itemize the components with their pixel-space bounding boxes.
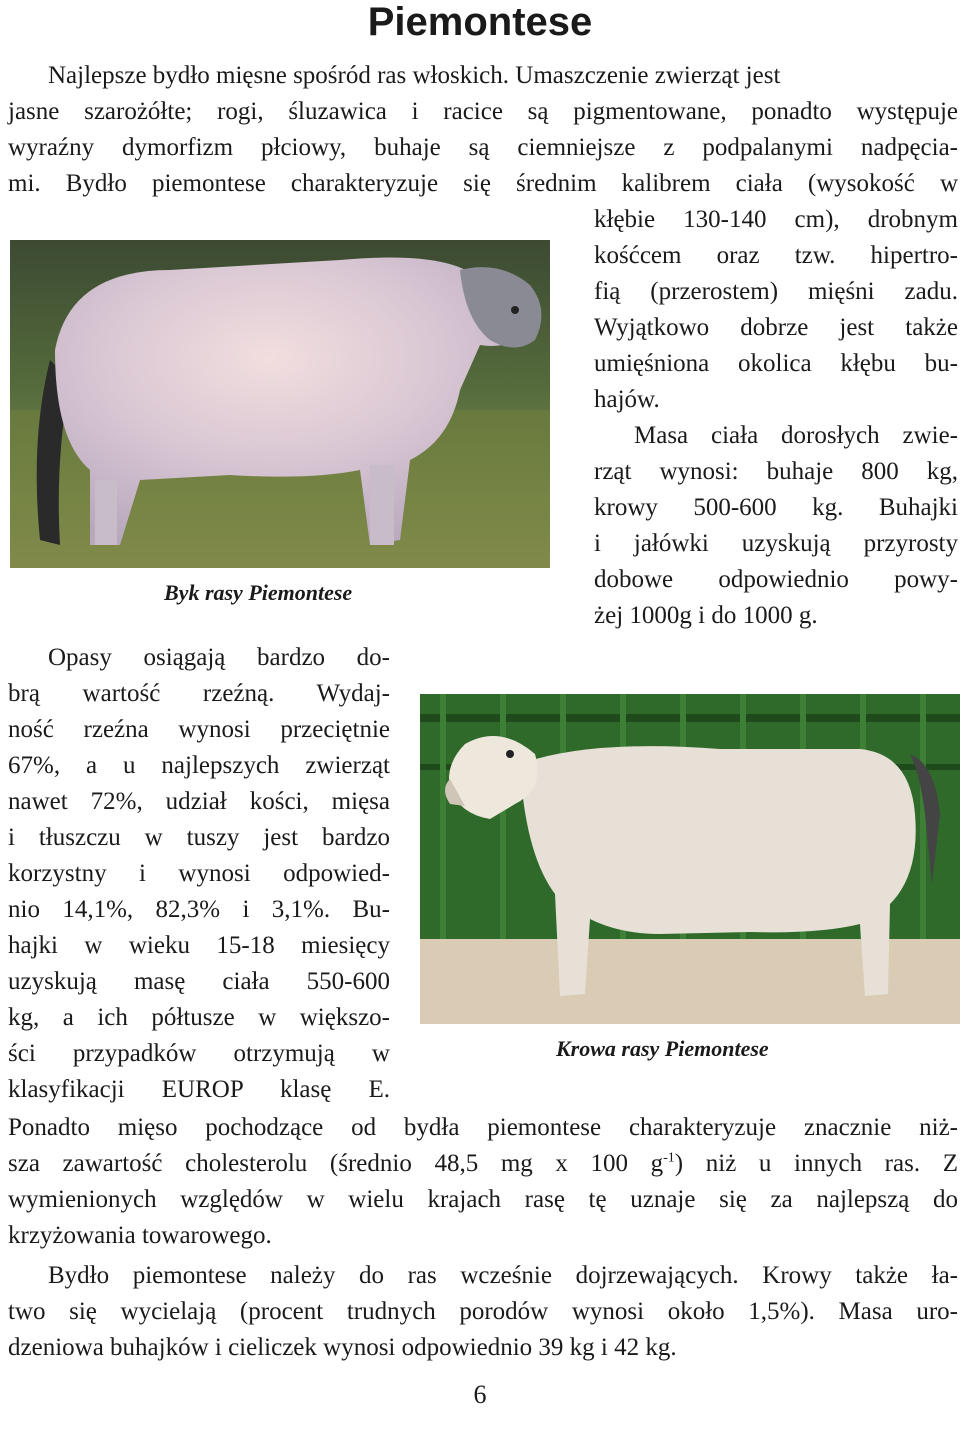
right-col-line: żej 1000g i do 1000 g.	[594, 602, 818, 629]
bottom-line	[8, 1146, 958, 1182]
intro-line: wyraźny dymorfizm płciowy, buhaje są ciemniejsze z podpalanymi nadpęcia-	[8, 134, 958, 161]
left-col-line: uzyskują masę ciała 550-600	[8, 968, 390, 995]
left-col-line: hajki w wieku 15-18 miesięcy	[8, 932, 390, 959]
right-col-line: rząt wynosi: buhaje 800 kg,	[594, 458, 958, 485]
left-col-line: klasyfikacji EUROP klasę E.	[8, 1076, 390, 1103]
bottom-line-part: ) niż u innych ras. Z	[674, 1150, 958, 1177]
intro-line: Najlepsze bydło mięsne spośród ras włoskich. Umaszczenie zwierząt jest	[48, 62, 781, 89]
right-col-line: kośćcem oraz tzw. hipertro-	[594, 242, 958, 269]
left-col-line: Opasy osiągają bardzo do-	[48, 644, 390, 671]
intro-line: mi. Bydło piemontese charakteryzuje się średnim kalibrem ciała (wysokość w	[8, 170, 958, 197]
left-col-line: 67%, a u najlepszych zwierząt	[8, 752, 390, 779]
page-title: Piemontese	[367, 0, 593, 44]
bottom-line: dzeniowa buhajków i cieliczek wynosi odpowiednio 39 kg i 42 kg.	[8, 1334, 677, 1361]
cow-caption: Krowa rasy Piemontese	[556, 1036, 769, 1061]
right-col-line: hajów.	[594, 386, 660, 413]
right-col-line: fią (przerostem) mięśni zadu.	[594, 278, 958, 305]
left-col-line: kg, a ich półtusze w większo-	[8, 1004, 390, 1031]
intro-line: jasne szarożółte; rogi, śluzawica i racice są pigmentowane, ponadto występuje	[8, 98, 958, 125]
cow-image	[420, 694, 960, 1024]
right-col-line: Masa ciała dorosłych zwie-	[634, 422, 958, 449]
bottom-line: Bydło piemontese należy do ras wcześnie dojrzewających. Krowy także ła-	[48, 1262, 958, 1289]
left-col-line: nio 14,1%, 82,3% i 3,1%. Bu-	[8, 896, 390, 923]
bull-image	[10, 240, 550, 568]
left-col-line: nawet 72%, udział kości, mięsa	[8, 788, 390, 815]
right-col-line: kłębie 130-140 cm), drobnym	[594, 206, 958, 233]
right-col-line: krowy 500-600 kg. Buhajki	[594, 494, 958, 521]
left-col-line: i tłuszczu w tuszy jest bardzo	[8, 824, 390, 851]
right-col-line: umięśniona okolica kłębu bu-	[594, 350, 958, 377]
left-col-line: korzystny i wynosi odpowied-	[8, 860, 390, 887]
bottom-line: wymienionych względów w wielu krajach rasę tę uznaje się za najlepszą do	[8, 1186, 958, 1213]
right-col-line: dobowe odpowiednio powy-	[594, 566, 958, 593]
bottom-line: krzyżowania towarowego.	[8, 1222, 272, 1249]
left-col-line: ści przypadków otrzymują w	[8, 1040, 390, 1067]
bottom-line: two się wycielają (procent trudnych porodów wynosi około 1,5%). Masa uro-	[8, 1298, 958, 1325]
bottom-line: Ponadto mięso pochodzące od bydła piemontese charakteryzuje znacznie niż-	[8, 1114, 958, 1141]
left-col-line: ność rzeźna wynosi przeciętnie	[8, 716, 390, 743]
cow-photo	[420, 694, 960, 1024]
right-col-line: i jałówki uzyskują przyrosty	[594, 530, 958, 557]
left-col-line: brą wartość rzeźną. Wydaj-	[8, 680, 390, 707]
superscript: -1	[663, 1150, 675, 1166]
bottom-line-part: sza zawartość cholesterolu (średnio 48,5 mg x 100 g	[8, 1150, 664, 1177]
page-number: 6	[473, 1380, 487, 1409]
right-col-line: Wyjątkowo dobrze jest także	[594, 314, 958, 341]
bull-caption: Byk rasy Piemontese	[164, 580, 353, 605]
bull-photo	[10, 240, 550, 568]
